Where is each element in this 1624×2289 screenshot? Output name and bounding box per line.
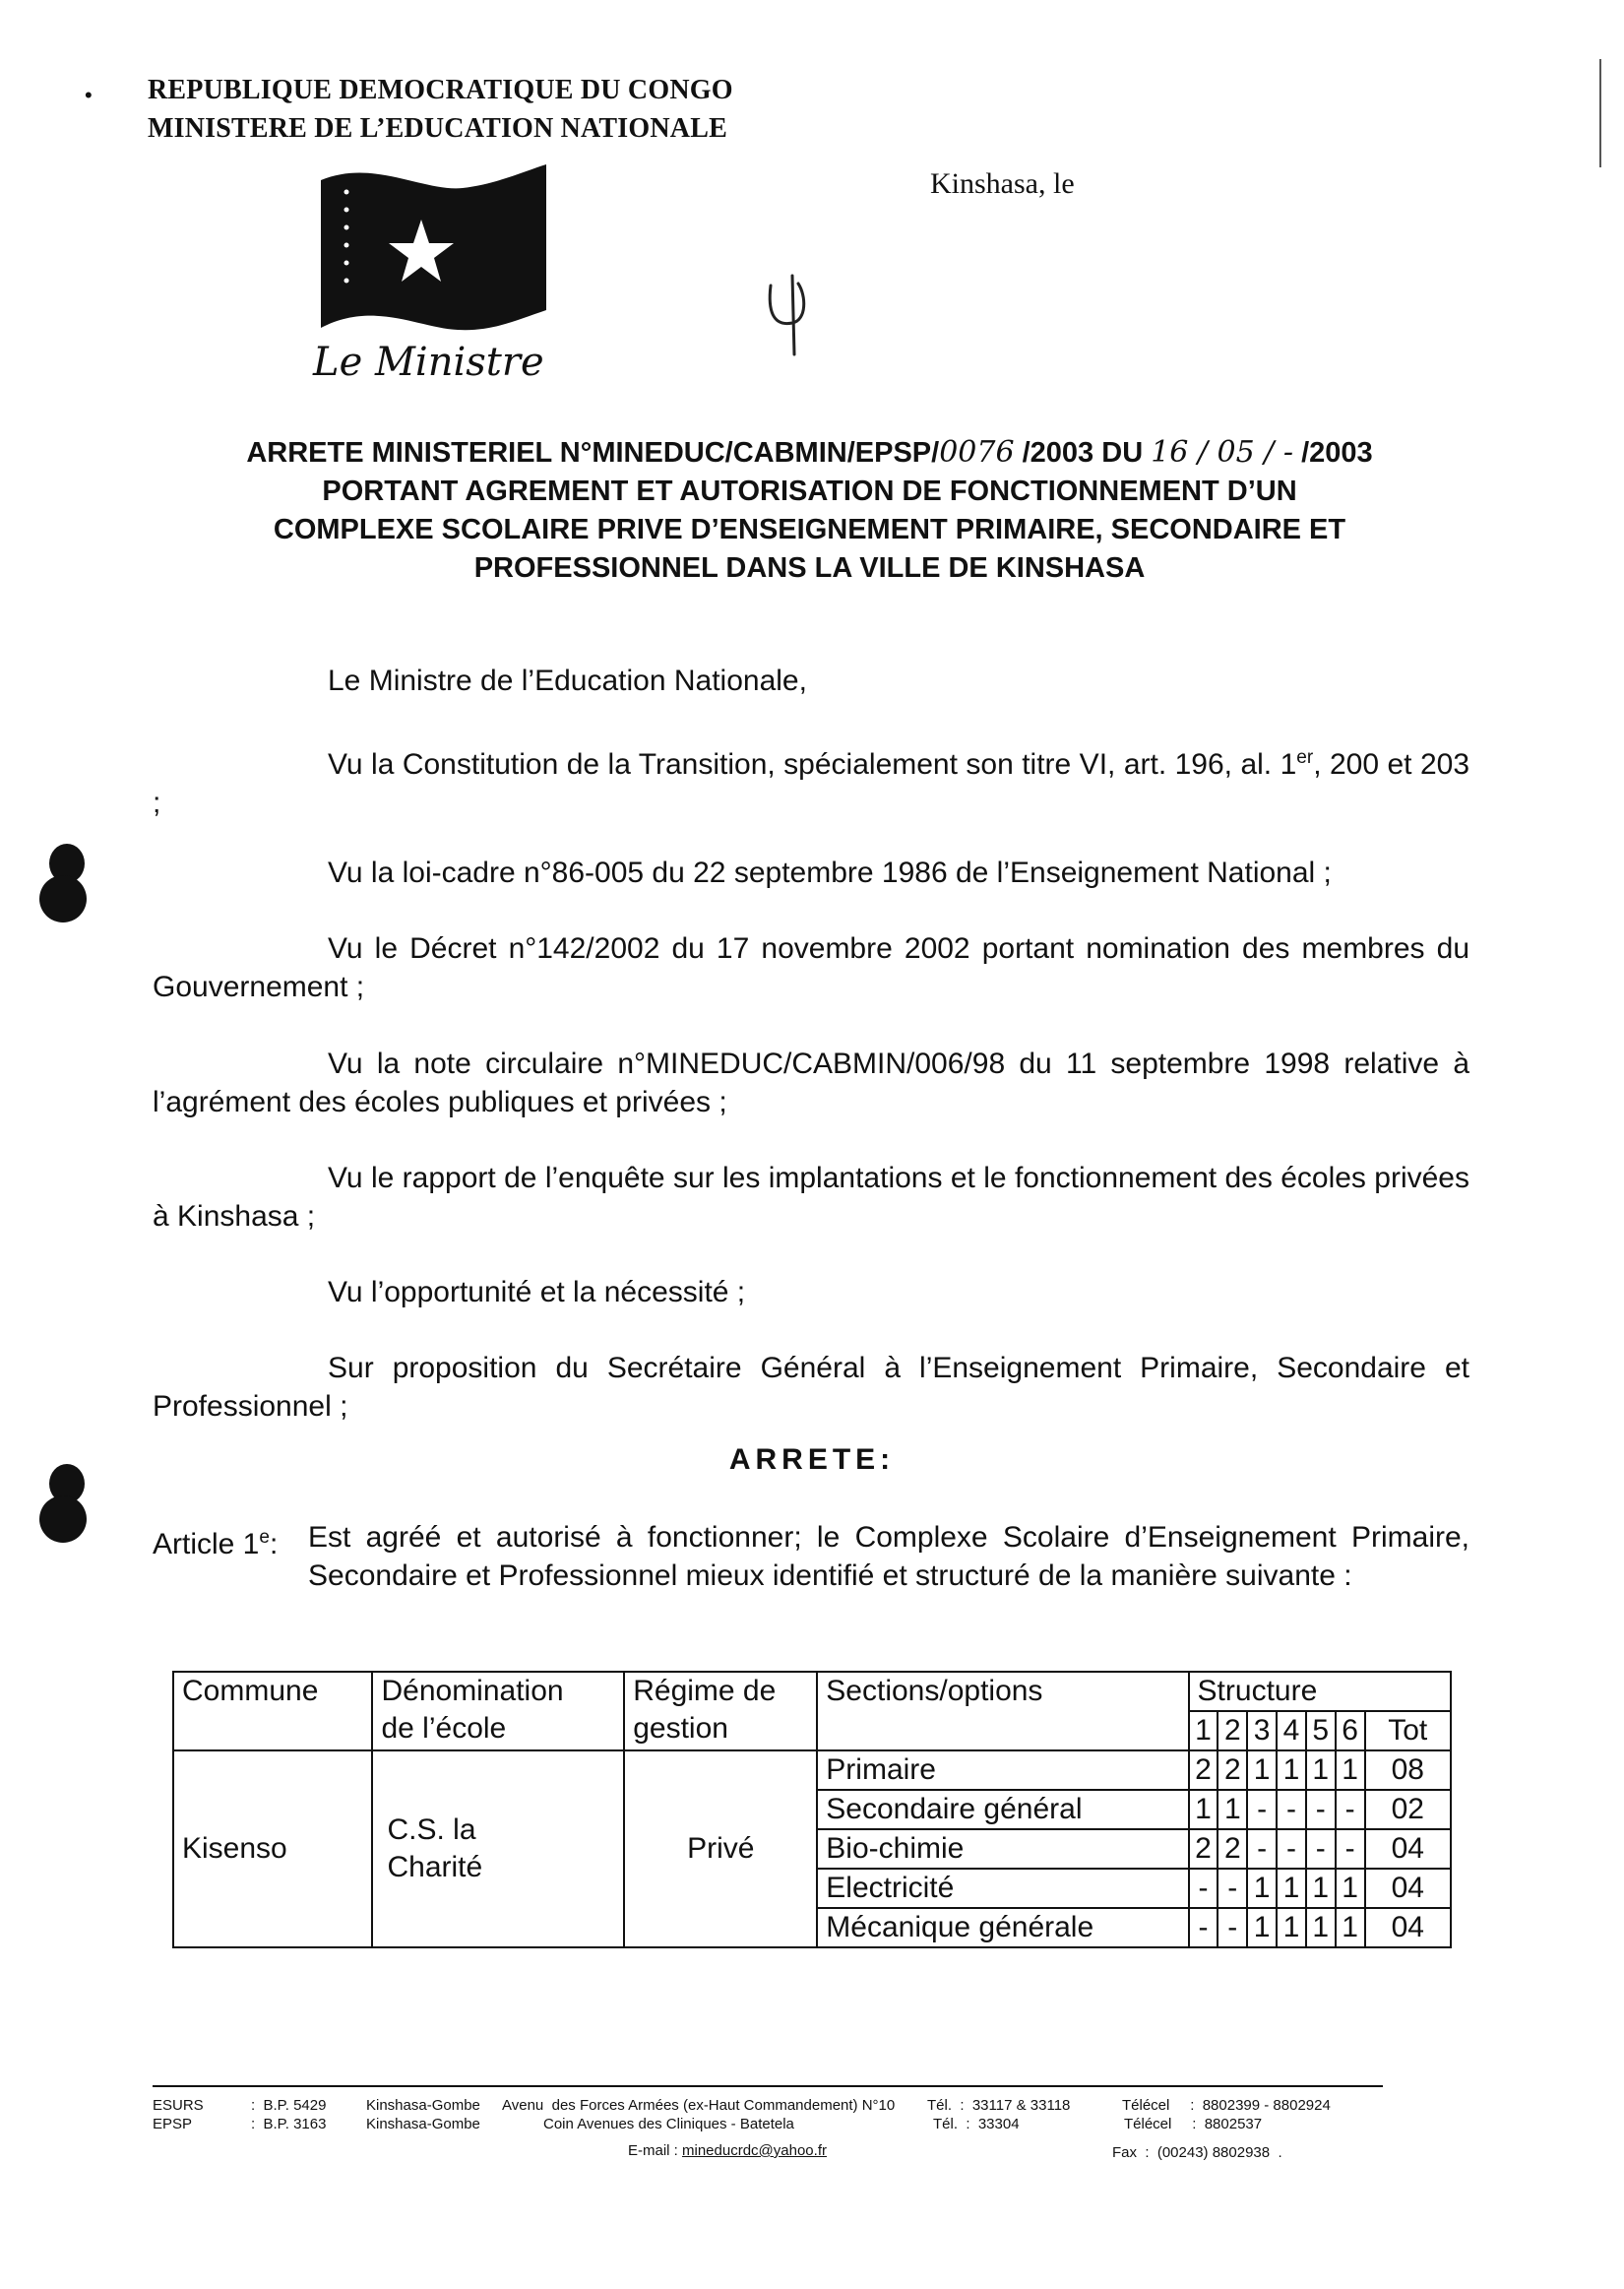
denomination-cell <box>372 1750 624 1947</box>
drc-flag-icon <box>315 162 551 335</box>
header-text: de l’école <box>381 1712 507 1745</box>
ministry-name: MINISTERE DE L’EDUCATION NATIONALE <box>148 113 727 144</box>
footer-esurs-label: ESURS <box>153 2097 204 2114</box>
table-row <box>173 1750 1451 1790</box>
value-cell: - <box>1306 1790 1336 1829</box>
value-cell: 2 <box>1218 1829 1247 1869</box>
preamble-constitution <box>153 738 1469 822</box>
handwritten-decree-number: 0076 <box>939 435 1015 470</box>
cell-text: C.S. la <box>387 1813 476 1846</box>
footer-esurs-address: Avenu des Forces Armées (ex-Haut Commandement) N°10 <box>502 2097 896 2114</box>
value-cell: - <box>1277 1790 1306 1829</box>
preamble-proposition <box>153 1349 1469 1426</box>
title-line-3: COMPLEXE SCOLAIRE PRIVE D’ENSEIGNEMENT PRIMAIRE, SECONDAIRE ET <box>273 514 1346 545</box>
title-line-4: PROFESSIONNEL DANS LA VILLE DE KINSHASA <box>473 552 1146 584</box>
value-cell: 1 <box>1277 1908 1306 1947</box>
article-1-text: Est agréé et autorisé à fonctionner; le Complexe Scolaire d’Enseignement Primaire, Secondaire et Professionnel mieux identifié et structuré de la manière suivante : <box>308 1521 1469 1592</box>
handwritten-decree-date: 16 / 05 / - <box>1151 435 1294 470</box>
value-cell: - <box>1247 1829 1277 1869</box>
value-cell: 1 <box>1247 1750 1277 1790</box>
article-1-label <box>153 1518 278 1563</box>
value-cell: - <box>1189 1869 1218 1908</box>
preamble-text: Vu le Décret n°142/2002 du 17 novembre 2002 portant nomination des membres du Gouvernement ; <box>153 932 1469 1003</box>
header-denomination <box>372 1672 624 1750</box>
margin-dot-mark: • <box>85 83 93 107</box>
signature-title: Le Ministre <box>313 340 544 385</box>
value-cell: 1 <box>1306 1869 1336 1908</box>
decree-number-prefix: ARRETE MINISTERIEL N°MINEDUC/CABMIN/EPSP/ <box>246 437 940 469</box>
scan-edge-mark <box>1599 59 1601 167</box>
superscript: e <box>259 1527 270 1548</box>
value-cell: 2 <box>1218 1750 1247 1790</box>
header-text: Commune <box>182 1675 319 1707</box>
preamble-text: Le Ministre de l’Education Nationale, <box>328 665 807 697</box>
preamble-circulaire <box>153 1045 1469 1121</box>
footer-epsp-address: Coin Avenues des Cliniques - Batetela <box>543 2116 794 2132</box>
header-commune <box>173 1672 372 1750</box>
header-year-6: 6 <box>1336 1711 1365 1750</box>
decree-date-prefix: /2003 DU <box>1014 437 1152 469</box>
preamble-decret <box>153 929 1469 1006</box>
ink-blot-icon <box>37 842 92 925</box>
total-cell: 04 <box>1365 1908 1451 1947</box>
table-header-row <box>173 1672 1451 1711</box>
header-text: Dénomination <box>381 1675 564 1707</box>
section-cell: Electricité <box>817 1869 1188 1908</box>
value-cell: 1 <box>1336 1869 1365 1908</box>
value-cell: 1 <box>1336 1908 1365 1947</box>
preamble-rapport <box>153 1159 1469 1236</box>
footer-esurs-telecel: Télécel : 8802399 - 8802924 <box>1122 2097 1331 2114</box>
value-cell: 1 <box>1218 1790 1247 1829</box>
footer-fax: Fax : (00243) 8802938 . <box>1112 2144 1282 2161</box>
value-cell: - <box>1247 1790 1277 1829</box>
cell-text: Charité <box>387 1851 483 1883</box>
preamble-text: Vu le rapport de l’enquête sur les implantations et le fonctionnement des écoles privées à Kinshasa ; <box>153 1162 1469 1233</box>
value-cell: - <box>1336 1790 1365 1829</box>
header-year-3: 3 <box>1247 1711 1277 1750</box>
value-cell: - <box>1218 1869 1247 1908</box>
header-sections <box>817 1672 1188 1750</box>
value-cell: - <box>1277 1829 1306 1869</box>
value-cell: 1 <box>1306 1750 1336 1790</box>
preamble-text: Vu la Constitution de la Transition, spécialement son titre VI, art. 196, al. 1 <box>328 748 1297 781</box>
value-cell: - <box>1189 1908 1218 1947</box>
header-year-2: 2 <box>1218 1711 1247 1750</box>
section-cell: Primaire <box>817 1750 1188 1790</box>
header-year-5: 5 <box>1306 1711 1336 1750</box>
regime-cell: Privé <box>624 1750 817 1947</box>
superscript: er <box>1296 747 1314 768</box>
value-cell: - <box>1336 1829 1365 1869</box>
value-cell: 1 <box>1189 1790 1218 1829</box>
section-cell: Secondaire général <box>817 1790 1188 1829</box>
value-cell: - <box>1306 1829 1336 1869</box>
preamble-text: Vu la note circulaire n°MINEDUC/CABMIN/006/98 du 11 septembre 1998 relative à l’agrément des écoles publiques et privées ; <box>153 1048 1469 1118</box>
preamble-text: , 200 et 203 ; <box>153 748 1470 819</box>
value-cell: 1 <box>1247 1869 1277 1908</box>
preamble-loi-cadre <box>153 854 1469 892</box>
email-link[interactable]: mineducrdc@yahoo.fr <box>682 2142 827 2159</box>
total-cell: 04 <box>1365 1869 1451 1908</box>
arrete-heading: ARRETE: <box>728 1443 896 1476</box>
footer-esurs-bp: : B.P. 5429 <box>251 2097 327 2114</box>
preamble-text: Vu la loi-cadre n°86-005 du 22 septembre 1986 de l’Enseignement National ; <box>328 857 1332 889</box>
header-year-1: 1 <box>1189 1711 1218 1750</box>
footer-epsp-bp: : B.P. 3163 <box>251 2116 327 2132</box>
email-label: E-mail : <box>628 2142 683 2159</box>
header-year-4: 4 <box>1277 1711 1306 1750</box>
section-cell: Mécanique générale <box>817 1908 1188 1947</box>
header-text: Sections/options <box>826 1675 1043 1707</box>
preamble-opportunite <box>153 1273 1469 1311</box>
title-line-2: PORTANT AGREMENT ET AUTORISATION DE FONCTIONNEMENT D’UN <box>322 476 1297 507</box>
article-label-text: Article 1 <box>153 1528 260 1560</box>
footer-epsp-city: Kinshasa-Gombe <box>366 2116 480 2132</box>
footer-epsp-label: EPSP <box>153 2116 193 2132</box>
header-text: Régime de <box>633 1675 777 1707</box>
section-cell: Bio-chimie <box>817 1829 1188 1869</box>
header-text: gestion <box>633 1712 728 1745</box>
commune-cell: Kisenso <box>173 1750 372 1947</box>
value-cell: 1 <box>1277 1750 1306 1790</box>
value-cell: 2 <box>1189 1750 1218 1790</box>
preamble-text: Vu l’opportunité et la nécessité ; <box>328 1276 746 1308</box>
country-name: REPUBLIQUE DEMOCRATIQUE DU CONGO <box>148 75 733 105</box>
footer-esurs-city: Kinshasa-Gombe <box>366 2097 480 2114</box>
value-cell: 1 <box>1336 1750 1365 1790</box>
handwritten-number-4 <box>763 266 812 359</box>
value-cell: 2 <box>1189 1829 1218 1869</box>
footer-divider <box>153 2085 1383 2087</box>
article-label-colon: : <box>269 1528 279 1560</box>
total-cell: 04 <box>1365 1829 1451 1869</box>
footer-esurs-tel: Tél. : 33117 & 33118 <box>927 2097 1071 2114</box>
footer-epsp-tel: Tél. : 33304 <box>933 2116 1020 2132</box>
value-cell: - <box>1218 1908 1247 1947</box>
decree-title <box>118 433 1501 588</box>
value-cell: 1 <box>1277 1869 1306 1908</box>
footer-epsp-telecel: Télécel : 8802537 <box>1124 2116 1263 2132</box>
preamble-minister <box>153 662 1469 700</box>
preamble-text: Sur proposition du Secrétaire Général à l’Enseignement Primaire, Secondaire et Professionnel ; <box>153 1352 1469 1423</box>
place-date: Kinshasa, le <box>930 167 1075 200</box>
title-line-1 <box>118 433 1501 473</box>
footer-email <box>628 2142 827 2160</box>
header-text: Structure <box>1197 1675 1318 1707</box>
value-cell: 1 <box>1247 1908 1277 1947</box>
total-cell: 08 <box>1365 1750 1451 1790</box>
header-structure <box>1189 1672 1451 1711</box>
school-structure-table <box>172 1671 1452 1948</box>
total-cell: 02 <box>1365 1790 1451 1829</box>
header-total: Tot <box>1365 1711 1451 1750</box>
header-regime <box>624 1672 817 1750</box>
decree-year: /2003 <box>1293 437 1373 469</box>
letterhead <box>148 71 733 148</box>
value-cell: 1 <box>1306 1908 1336 1947</box>
